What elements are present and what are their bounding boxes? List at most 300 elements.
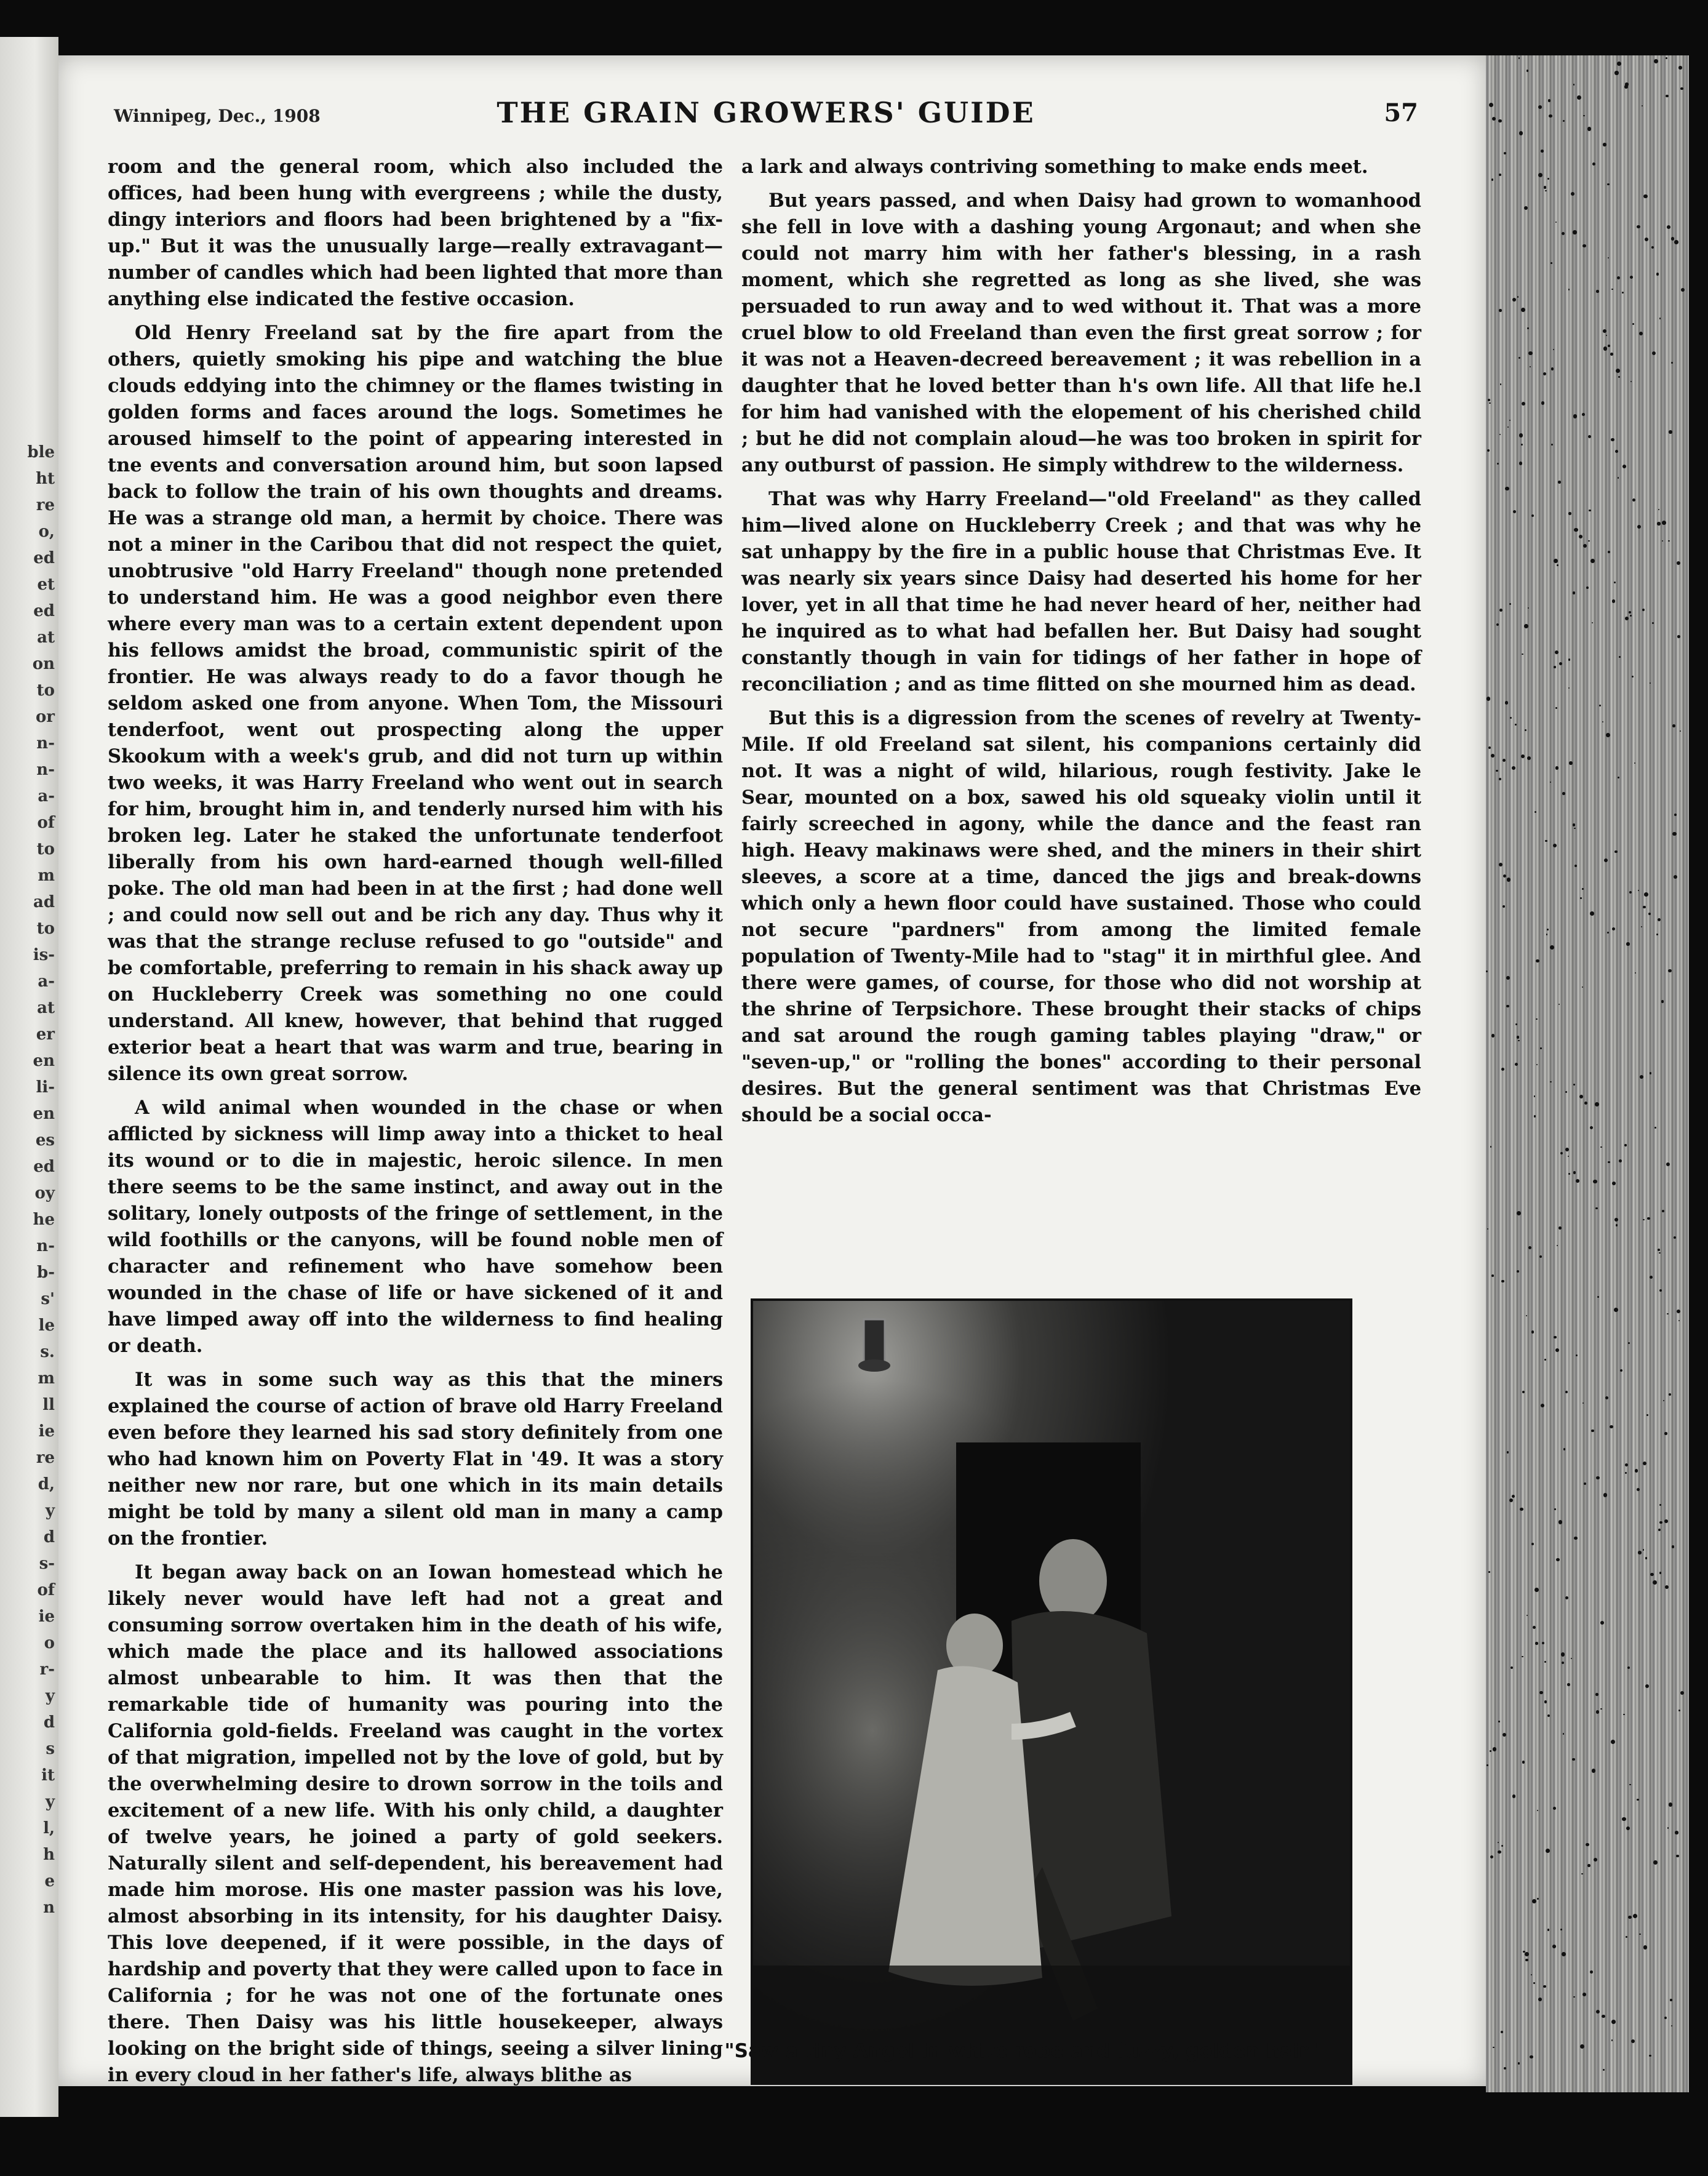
edge-speck xyxy=(1580,2044,1584,2049)
edge-speck xyxy=(1535,1642,1538,1644)
prev-page-fragment: b- xyxy=(37,1263,55,1282)
edge-speck xyxy=(1597,1296,1599,1298)
edge-speck xyxy=(1554,666,1556,668)
edge-speck xyxy=(1538,173,1542,177)
edge-speck xyxy=(1612,927,1615,930)
edge-speck xyxy=(1521,444,1523,446)
edge-speck xyxy=(1645,1684,1649,1688)
edge-speck xyxy=(1595,1102,1599,1106)
edge-speck xyxy=(1547,178,1549,180)
edge-speck xyxy=(1489,402,1491,404)
edge-speck xyxy=(1562,792,1565,794)
edge-speck xyxy=(1534,811,1536,813)
edge-speck xyxy=(1509,420,1511,422)
edge-speck xyxy=(1638,1551,1642,1554)
edge-speck xyxy=(1530,366,1531,367)
edge-speck xyxy=(1490,1855,1493,1858)
edge-speck xyxy=(1571,192,1574,196)
edge-speck xyxy=(1502,1733,1507,1737)
edge-speck xyxy=(1517,1211,1521,1215)
edge-speck xyxy=(1552,1945,1556,1948)
edge-speck xyxy=(1649,2055,1651,2057)
edge-speck xyxy=(1501,1845,1504,1847)
paragraph: a lark and always contriving something to make ends meet. xyxy=(741,156,1368,178)
edge-speck xyxy=(1607,932,1609,934)
edge-speck xyxy=(1543,372,1546,375)
prev-page-fragment: s- xyxy=(39,1554,55,1573)
edge-speck xyxy=(1672,1545,1674,1548)
edge-speck xyxy=(1537,1898,1539,1900)
prev-page-fragment: n- xyxy=(36,761,55,779)
prev-page-fragment: re xyxy=(36,496,55,514)
edge-speck xyxy=(1505,487,1509,491)
edge-speck xyxy=(1603,346,1608,351)
edge-speck xyxy=(1586,1843,1589,1846)
edge-speck xyxy=(1600,1708,1602,1710)
illustration-scene xyxy=(753,1301,1350,2082)
edge-speck xyxy=(1558,1004,1560,1005)
edge-speck xyxy=(1560,1152,1563,1154)
prev-page-fragment: et xyxy=(37,575,55,594)
edge-speck xyxy=(1560,1929,1562,1930)
edge-speck xyxy=(1582,413,1585,416)
edge-speck xyxy=(1522,1761,1525,1764)
edge-speck xyxy=(1626,1936,1627,1938)
edge-speck xyxy=(1623,1714,1625,1716)
edge-speck xyxy=(1666,1162,1670,1166)
edge-speck xyxy=(1510,1666,1513,1669)
edge-speck xyxy=(1669,430,1672,433)
edge-speck xyxy=(1635,972,1636,974)
edge-speck xyxy=(1488,1571,1490,1573)
edge-speck xyxy=(1614,1218,1618,1222)
prev-page-fragment: it xyxy=(41,1766,55,1785)
edge-speck xyxy=(1608,345,1610,346)
page-number: 57 xyxy=(1384,98,1418,127)
edge-speck xyxy=(1582,1993,1586,1996)
edge-speck xyxy=(1524,624,1528,628)
prev-page-fragment: re xyxy=(36,1449,55,1467)
edge-speck xyxy=(1590,559,1595,563)
edge-speck xyxy=(1580,897,1582,899)
edge-speck xyxy=(1512,766,1515,770)
edge-speck xyxy=(1555,707,1557,709)
edge-speck xyxy=(1582,1402,1584,1404)
edge-speck xyxy=(1579,1095,1583,1098)
edge-speck xyxy=(1507,878,1511,882)
edge-speck xyxy=(1584,1482,1586,1485)
edge-speck xyxy=(1584,1102,1587,1105)
paragraph: But this is a digression from the scenes of revelry at Twenty-Mile. If old Freeland sat silent, his companions certainly did not. It was a night of wild, hilarious, rough festivity. Jake le Sear, mounted on a box, sawed his old squeaky violin until it fairly screeched in agony, while the dance and the feast ran high. Heavy makinaws were shed, and the miners in their shirt sleeves, a score at a time, danced the jigs and break-downs which only a hewn floor could have sustained. Those who could not secure "pardners" from among the limited female population of Twenty-Mile had to "stag" it in mirthful glee. And there were games, of course, for those who did not worship at the shrine of Terpsichore. These brought their stacks of chips and sat around the rough gaming tables playing "draw," or "seven-up," or "rolling the bones" according to their personal desires. But the general sentiment was that Christmas Eve should be a social occa- xyxy=(741,707,1421,1126)
edge-speck xyxy=(1521,754,1525,758)
edge-speck xyxy=(1582,888,1584,890)
edge-speck xyxy=(1599,705,1601,706)
prev-page-fragment: of xyxy=(37,1581,55,1599)
prev-page-fragment: on xyxy=(32,655,55,673)
prev-page-fragment: n- xyxy=(36,1237,55,1255)
edge-speck xyxy=(1553,844,1557,847)
edge-speck xyxy=(1491,178,1494,181)
edge-speck xyxy=(1550,262,1552,264)
edge-speck xyxy=(1550,945,1554,950)
prev-page-fragment: or xyxy=(35,708,55,726)
prev-page-fragment: of xyxy=(37,814,55,832)
prev-page-fragment: y xyxy=(45,1502,55,1520)
edge-speck xyxy=(1568,1173,1570,1175)
edge-speck xyxy=(1650,682,1651,684)
edge-speck xyxy=(1617,276,1621,280)
prev-page-fragment: to xyxy=(36,919,55,938)
book-page-edges xyxy=(1486,55,1689,2092)
prev-page-fragment: er xyxy=(36,1025,55,1044)
edge-speck xyxy=(1630,381,1632,382)
edge-speck xyxy=(1616,1224,1618,1226)
edge-speck xyxy=(1525,729,1527,732)
edge-speck xyxy=(1555,1348,1559,1352)
edge-speck xyxy=(1622,292,1624,294)
edge-speck xyxy=(1569,761,1572,764)
edge-speck xyxy=(1643,1462,1646,1465)
prev-page-fragment: ble xyxy=(27,443,55,462)
edge-speck xyxy=(1628,1342,1630,1344)
edge-speck xyxy=(1531,1974,1532,1975)
edge-speck xyxy=(1488,399,1490,401)
edge-speck xyxy=(1576,1354,1578,1356)
edge-speck xyxy=(1518,1040,1519,1041)
prev-page-fragment: o xyxy=(44,1634,55,1652)
prev-page-fragment: h xyxy=(43,1846,55,1864)
paragraph: room and the general room, which also included the offices, had been hung with evergreens ; while the dusty, dingy interiors and floors had been brightened by a "fix-up." But it was the unusually large—really extravagant—number of candles which had been lighted that more than anything else indicated the festive occasion. xyxy=(108,156,723,310)
edge-speck xyxy=(1662,521,1666,525)
edge-speck xyxy=(1590,1970,1593,1974)
edge-speck xyxy=(1592,162,1595,166)
edge-speck xyxy=(1591,1430,1594,1432)
edge-speck xyxy=(1674,875,1677,879)
edge-speck xyxy=(1534,1095,1536,1097)
edge-speck xyxy=(1504,152,1506,154)
edge-speck xyxy=(1639,332,1643,335)
edge-speck xyxy=(1582,986,1583,988)
edge-speck xyxy=(1602,2015,1605,2018)
edge-speck xyxy=(1588,540,1589,542)
edge-speck xyxy=(1543,1985,1546,1988)
edge-speck xyxy=(1502,759,1506,762)
edge-speck xyxy=(1496,770,1498,772)
edge-speck xyxy=(1501,1068,1504,1071)
edge-speck xyxy=(1547,929,1549,930)
prev-page-fragment: en xyxy=(33,1105,55,1123)
edge-speck xyxy=(1677,1310,1680,1313)
edge-speck xyxy=(1499,309,1501,311)
edge-speck xyxy=(1491,1034,1494,1037)
edge-speck xyxy=(1573,1171,1576,1174)
edge-speck xyxy=(1600,1146,1602,1148)
prev-page-fragment: d xyxy=(43,1713,55,1732)
edge-speck xyxy=(1577,95,1581,100)
edge-speck xyxy=(1496,623,1499,626)
edge-speck xyxy=(1625,1463,1628,1466)
paragraph: That was why Harry Freeland—"old Freeland" as they called him—lived alone on Huckleberry Creek ; and that was why he sat unhappy by the fire in a public house that Christmas Eve. It was nearly six years since Daisy had deserted his home for her lover, yet in all that time he had never heard of her, neither had he inquired as to what had befallen her. But Daisy had sought constantly though in vain for tidings of her father in hope of reconciliation ; and as time flitted on she mourned him as dead. xyxy=(741,488,1421,695)
edge-speck xyxy=(1546,1849,1550,1853)
edge-speck xyxy=(1518,357,1520,359)
edge-speck xyxy=(1606,733,1610,737)
edge-speck xyxy=(1515,1063,1518,1066)
edge-speck xyxy=(1548,99,1551,102)
edge-speck xyxy=(1565,1391,1568,1393)
edge-speck xyxy=(1574,1537,1578,1540)
edge-speck xyxy=(1565,1148,1569,1151)
edge-speck xyxy=(1627,1666,1630,1669)
edge-speck xyxy=(1515,1023,1517,1025)
edge-speck xyxy=(1659,1289,1662,1292)
prev-page-fragment: ed xyxy=(33,602,55,620)
edge-speck xyxy=(1592,1769,1596,1773)
edge-speck xyxy=(1524,206,1528,210)
edge-speck xyxy=(1650,1072,1652,1074)
edge-speck xyxy=(1651,246,1654,249)
edge-speck xyxy=(1538,105,1542,109)
edge-speck xyxy=(1509,603,1511,605)
lamp-icon xyxy=(858,1319,890,1372)
prev-page-fragment: ed xyxy=(33,1158,55,1176)
edge-speck xyxy=(1498,119,1502,123)
edge-speck xyxy=(1662,540,1664,542)
edge-speck xyxy=(1659,1521,1662,1524)
edge-speck xyxy=(1628,1916,1631,1919)
edge-speck xyxy=(1573,84,1575,86)
prev-page-fragment: m xyxy=(38,1369,55,1388)
prev-page-fragment: ie xyxy=(38,1607,55,1626)
edge-speck xyxy=(1554,1508,1556,1510)
edge-speck xyxy=(1541,1404,1544,1407)
edge-speck xyxy=(1568,512,1571,514)
edge-speck xyxy=(1527,327,1528,329)
prev-page-fragment: ed xyxy=(33,549,55,567)
edge-speck xyxy=(1603,329,1606,333)
prev-page-fragment: ht xyxy=(36,470,55,488)
edge-speck xyxy=(1554,559,1557,562)
edge-speck xyxy=(1519,131,1523,135)
edge-speck xyxy=(1624,1144,1626,1146)
edge-speck xyxy=(1659,1504,1661,1506)
edge-speck xyxy=(1541,150,1543,152)
edge-speck xyxy=(1520,1508,1523,1511)
prev-page-fragment: s. xyxy=(40,1343,55,1361)
edge-speck xyxy=(1555,650,1558,654)
edge-speck xyxy=(1493,2047,1494,2048)
edge-speck xyxy=(1664,1432,1667,1434)
edge-speck xyxy=(1614,71,1618,74)
prev-page-fragment: is- xyxy=(33,946,55,964)
edge-speck xyxy=(1563,120,1565,122)
edge-speck xyxy=(1618,777,1619,778)
edge-speck xyxy=(1567,1683,1570,1686)
prev-page-fragment: e xyxy=(44,1872,55,1890)
edge-speck xyxy=(1541,401,1544,404)
edge-speck xyxy=(1544,1700,1547,1703)
edge-speck xyxy=(1646,1414,1648,1416)
edge-speck xyxy=(1629,891,1632,894)
prev-page-fragment: n xyxy=(43,1898,55,1917)
edge-speck xyxy=(1629,1784,1631,1786)
edge-speck xyxy=(1654,59,1658,63)
edge-speck xyxy=(1619,656,1621,658)
edge-speck xyxy=(1574,865,1577,867)
edge-speck xyxy=(1551,444,1553,446)
edge-speck xyxy=(1528,351,1532,355)
edge-speck xyxy=(1624,85,1627,88)
edge-speck xyxy=(1593,1180,1597,1184)
edge-speck xyxy=(1563,1733,1565,1735)
edge-speck xyxy=(1643,1219,1645,1221)
edge-speck xyxy=(1611,2020,1616,2024)
edge-speck xyxy=(1633,1914,1637,1918)
edge-speck xyxy=(1643,1549,1644,1550)
edge-speck xyxy=(1611,438,1614,442)
edge-speck xyxy=(1669,1393,1671,1396)
edge-speck xyxy=(1491,754,1494,758)
edge-speck xyxy=(1607,183,1610,186)
edge-speck xyxy=(1625,1472,1627,1474)
prev-page-fragment: he xyxy=(33,1210,55,1229)
edge-speck xyxy=(1555,766,1559,770)
edge-speck xyxy=(1546,934,1547,935)
edge-speck xyxy=(1669,1802,1673,1807)
edge-speck xyxy=(1635,1469,1638,1473)
edge-speck xyxy=(1492,117,1496,121)
edge-speck xyxy=(1528,1246,1531,1249)
edge-speck xyxy=(1499,174,1501,176)
edge-speck xyxy=(1542,1642,1544,1644)
paragraph: Old Henry Freeland sat by the fire apart from the others, quietly smoking his pipe and watching the blue clouds eddying into the chimney or the flames twisting in golden forms and faces around the logs. Sometimes he aroused himself to the point of appearing interested in tne events and conversation around him, but soon lapsed back to follow the train of his own thoughts and dreams. He was a strange old man, a hermit by choice. There was not a miner in the Caribou that did not respect the quiet, unobtrusive "old Harry Freeland" though none pretended to understand him. He was a good neighbor even there where every man was to a certain extent dependent upon his fellows amidst the broad, communistic spirit of the frontier. He was always ready to do a favor though he seldom asked one from anyone. When Tom, the Missouri tenderfoot, went out prospecting along the upper Skookum with a week's grub, and did not turn up within two weeks, it was Harry Freeland who went out in search for him, brought him in, and tenderly nursed him with his broken leg. Later he staked the unfortunate tenderfoot liberally from his own hard-earned though well-filled poke. The old man had been in at the first ; had done well ; and could now sell out and be rich any day. Thus why it was that the strange recluse refused to go "outside" and be comfortable, preferring to remain in his shack away up on Huckleberry Creek was something no one could understand. All knew, however, that behind that rugged exterior beat a heart that was warm and true, bearing in silence its own great sorrow. xyxy=(108,322,723,1085)
edge-speck xyxy=(1506,1005,1509,1007)
edge-speck xyxy=(1617,62,1621,66)
edge-speck xyxy=(1622,465,1626,468)
edge-speck xyxy=(1503,874,1506,878)
edge-speck xyxy=(1614,1308,1618,1312)
edge-speck xyxy=(1644,892,1648,897)
edge-speck xyxy=(1592,622,1593,623)
edge-speck xyxy=(1653,1860,1658,1865)
edge-speck xyxy=(1522,1391,1525,1393)
edge-speck xyxy=(1489,103,1493,107)
edge-speck xyxy=(1643,194,1648,199)
edge-speck xyxy=(1626,942,1629,945)
edge-speck xyxy=(1486,970,1488,972)
edge-speck xyxy=(1674,1236,1676,1239)
illustration-caption: "Saw a tiny Angel in white robe and fuzzy, golden hair" xyxy=(724,2040,1319,2062)
prev-page-fragment: n- xyxy=(36,734,55,753)
prev-page-fragment: y xyxy=(45,1687,55,1705)
edge-speck xyxy=(1544,1359,1546,1361)
edge-speck xyxy=(1666,57,1667,59)
edge-speck xyxy=(1537,1810,1538,1811)
edge-speck xyxy=(1573,1996,1575,1998)
edge-speck xyxy=(1501,1280,1504,1283)
edge-speck xyxy=(1558,1520,1563,1524)
prev-page-fragment: at xyxy=(37,999,55,1017)
edge-speck xyxy=(1568,289,1570,290)
edge-speck xyxy=(1664,1519,1668,1523)
edge-speck xyxy=(1604,858,1608,863)
edge-speck xyxy=(1666,95,1669,98)
edge-speck xyxy=(1615,450,1618,453)
edge-speck xyxy=(1525,1952,1529,1956)
edge-speck xyxy=(1657,522,1660,525)
edge-speck xyxy=(1626,1826,1630,1830)
edge-speck xyxy=(1676,1855,1678,1857)
edge-speck xyxy=(1565,1596,1568,1599)
edge-speck xyxy=(1573,823,1575,826)
edge-speck xyxy=(1595,1693,1598,1696)
edge-speck xyxy=(1507,426,1509,428)
edge-speck xyxy=(1507,1451,1509,1454)
edge-speck xyxy=(1661,1000,1664,1003)
edge-speck xyxy=(1506,976,1510,980)
edge-speck xyxy=(1611,289,1613,290)
edge-speck xyxy=(1678,1710,1681,1712)
edge-speck xyxy=(1659,1252,1660,1254)
edge-speck xyxy=(1518,57,1520,59)
edge-speck xyxy=(1648,913,1651,915)
edge-speck xyxy=(1559,662,1562,665)
edge-speck xyxy=(1594,1858,1597,1862)
edge-speck xyxy=(1629,611,1631,614)
edge-speck xyxy=(1512,1495,1515,1498)
edge-speck xyxy=(1562,232,1565,235)
prev-page-fragment: en xyxy=(33,1052,55,1070)
edge-speck xyxy=(1525,1959,1528,1962)
edge-speck xyxy=(1653,1580,1657,1585)
edge-speck xyxy=(1528,607,1529,609)
newspaper-page xyxy=(58,55,1486,2086)
edge-speck xyxy=(1611,2039,1613,2041)
header-date: Winnipeg, Dec., 1908 xyxy=(114,106,321,126)
edge-speck xyxy=(1663,1400,1665,1402)
edge-speck xyxy=(1659,318,1661,319)
edge-speck xyxy=(1526,1615,1528,1617)
edge-speck xyxy=(1650,1573,1654,1577)
edge-speck xyxy=(1658,918,1661,921)
edge-speck xyxy=(1522,402,1525,406)
edge-speck xyxy=(1670,1999,1672,2001)
paragraph: A wild animal when wounded in the chase or when afflicted by sickness will limp away into a thicket to heal its wound or to die in majestic, heroic silence. In men there seems to be the same instinct, and away out in the solitary, lonely outposts of the fringe of settlement, in the wild foothills or the canyons, will be found noble men of character and refinement who have somehow been wounded in the chase of life or have sickened of it and have limped away off into the wilderness to find healing or death. xyxy=(108,1097,723,1357)
edge-speck xyxy=(1610,353,1613,356)
edge-speck xyxy=(1534,1115,1536,1118)
edge-speck xyxy=(1587,127,1592,131)
edge-speck xyxy=(1497,463,1499,465)
edge-speck xyxy=(1632,498,1636,502)
edge-speck xyxy=(1677,635,1680,638)
edge-speck xyxy=(1545,840,1547,842)
edge-speck xyxy=(1632,676,1634,678)
edge-speck xyxy=(1550,782,1551,783)
edge-speck xyxy=(1647,1217,1650,1220)
edge-speck xyxy=(1500,383,1502,385)
right-column xyxy=(741,154,1421,1136)
edge-speck xyxy=(1590,1126,1594,1130)
edge-speck xyxy=(1596,1710,1600,1714)
edge-speck xyxy=(1573,591,1575,594)
edge-speck xyxy=(1665,1585,1669,1589)
edge-speck xyxy=(1526,1315,1527,1316)
prev-page-fragment: es xyxy=(35,1131,55,1150)
prev-page-fragment: le xyxy=(38,1316,55,1335)
edge-speck xyxy=(1586,586,1589,589)
prev-page-fragment: ie xyxy=(38,1422,55,1441)
edge-speck xyxy=(1641,926,1642,927)
edge-speck xyxy=(1565,1091,1567,1093)
